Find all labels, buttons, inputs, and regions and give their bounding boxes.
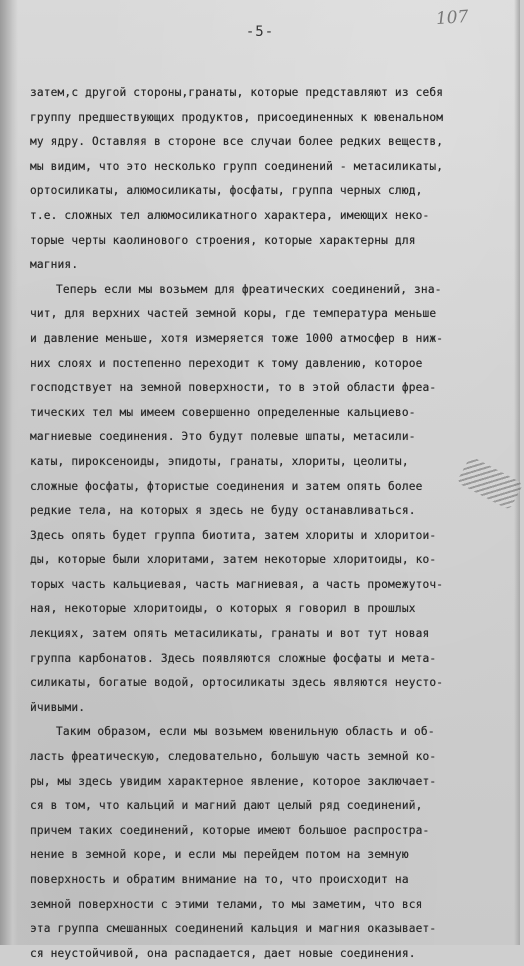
text-line: му ядру. Оставляя в стороне все случаи более редких веществ,	[30, 135, 444, 149]
text-line: лекциях, затем опять метасиликаты, гранаты и вот тут новая	[30, 627, 430, 641]
text-line: силикаты, богатые водой, ортосиликаты здесь являются неусто-	[30, 676, 444, 690]
archive-number-handwritten: 107	[434, 6, 469, 30]
text-line: ласть фреатическую, следовательно, большую часть земной ко-	[30, 750, 437, 764]
text-line: тических тел мы имеем совершенно определенные кальциево-	[30, 405, 416, 419]
text-line: поверхность и обратим внимание на то, что происходит на	[30, 873, 409, 886]
text-line: сложные фосфаты, фтористые соединения и затем опять более	[30, 479, 423, 493]
text-line: господствует на земной поверхности, то в этой области фреа-	[30, 381, 437, 395]
text-line: ортосиликаты, алюмосиликаты, фосфаты, группа черных слюд,	[30, 184, 423, 198]
text-line: Здесь опять будет группа биотита, затем хлориты и хлоритои-	[30, 528, 437, 542]
text-line: группу предшествующих продуктов, присоединенных к ювенальном	[30, 110, 444, 124]
text-line: причем таких соединений, которые имеют большое распростра-	[30, 823, 430, 837]
text-line: торых часть кальциевая, часть магниевая, а часть промежуточ-	[30, 577, 444, 591]
text-line: каты, пироксеноиды, эпидоты, гранаты, хлориты, цеолиты,	[30, 454, 409, 468]
paragraph-start-line: Теперь если мы возьмем для фреатических соединений, зна-	[56, 282, 442, 296]
text-line: ная, некоторые хлоритоиды, о которых я говорил в прошлых	[30, 602, 416, 616]
scan-edge-right	[514, 0, 520, 945]
text-line: ды, которые были хлоритами, затем некоторые хлоритоиды, ко-	[30, 553, 437, 567]
text-line: магния.	[30, 258, 79, 272]
text-line: магниевые соединения. Это будут полевые шпаты, метасили-	[30, 430, 416, 444]
text-line: и давление меньше, хотя измеряется тоже 1000 атмосфер в ниж-	[30, 331, 444, 345]
text-line: редкие тела, на которых я здесь не буду останавливаться.	[30, 504, 416, 518]
text-line: ся неустойчивой, она распадается, дает новые соединения.	[30, 946, 416, 960]
text-line: йчивыми.	[30, 700, 86, 714]
text-line: мы видим, что это несколько групп соединений - метасиликаты,	[30, 159, 444, 173]
text-line: ся в том, что кальций и магний дают целый ряд соединений,	[30, 799, 423, 813]
text-line: нение в земной коре, и если мы перейдем потом на земную	[30, 848, 409, 862]
text-line: чит, для верхних частей земной коры, где температура меньше	[30, 307, 437, 321]
body-text	[30, 81, 514, 966]
text-line: т.е. сложных тел алюмосиликатного характера, имеющих неко-	[30, 208, 430, 222]
paragraph-start-line: Таким образом, если мы возьмем ювенильную область и об-	[56, 725, 435, 739]
text-line: группа карбонатов. Здесь появляются сложные фосфаты и мета-	[30, 651, 437, 665]
scan-edge-left	[0, 0, 18, 945]
text-line: земной поверхности с этими телами, то мы заметим, что вся	[30, 897, 423, 911]
text-line: торые черты каолинового строения, которые характерны для	[30, 233, 416, 247]
text-line: них слоях и постепенно переходит к тому давлению, которое	[30, 356, 423, 370]
text-line: ры, мы здесь увидим характерное явление, которое заключает-	[30, 774, 437, 788]
text-line: эта группа смешанных соединений кальция и магния оказывает-	[30, 922, 437, 936]
page-number: -5-	[245, 24, 275, 40]
text-line: затем,с другой стороны,гранаты, которые представляют из себя	[30, 86, 444, 99]
